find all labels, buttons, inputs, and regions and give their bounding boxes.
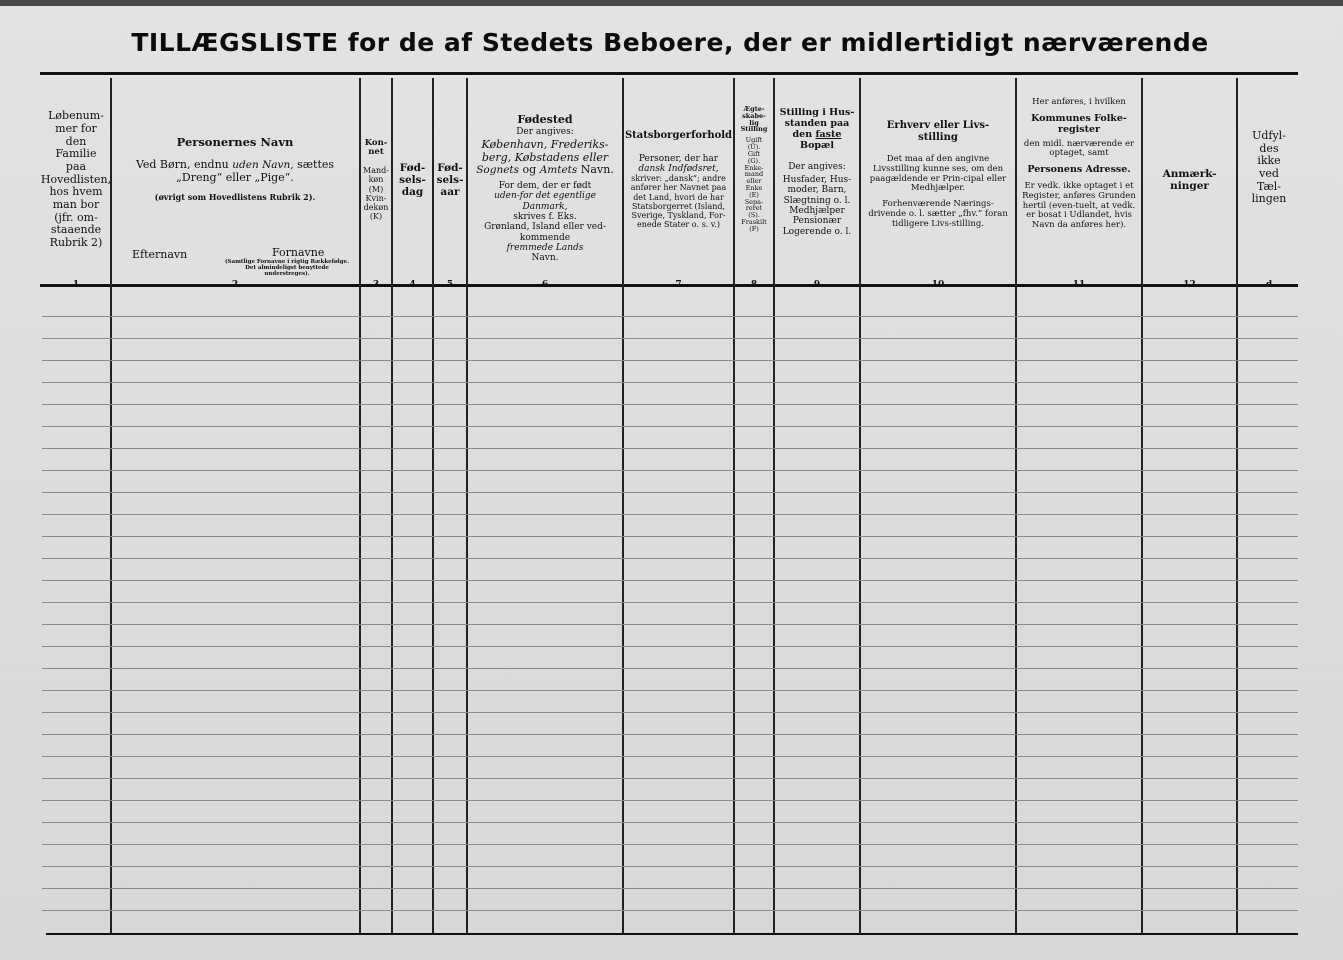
header-line: Ægte- (743, 105, 765, 113)
header-line: (F) (749, 224, 759, 233)
header-line: Tæl- (1256, 179, 1282, 193)
row-rule (42, 866, 1298, 867)
column-heading: Anmærk-ninger (1162, 167, 1217, 192)
surname-label: Efternavn (132, 248, 188, 261)
row-rule (42, 382, 1298, 383)
column-5-header (434, 86, 466, 274)
column-8-header (735, 86, 773, 274)
header-text: skriver: „dansk“; andre anfører her Navnet paa det Land, hvori de har Statsborgerret (Island, Sverige, Tyskland, For-enede Stater o. s. v.) (630, 174, 727, 230)
column-3-header (361, 86, 391, 274)
header-line: Rubrik 2) (49, 235, 103, 249)
row-rule (42, 910, 1298, 911)
header-line: Fød- (437, 161, 463, 174)
header-line: net (368, 147, 384, 158)
column-7-header (624, 86, 733, 274)
column-heading: Personernes Navn (176, 135, 294, 149)
header-line: man bor (52, 197, 100, 211)
row-rule (42, 470, 1298, 471)
header-text: Der angives: (788, 161, 846, 172)
header-line: (U). (747, 143, 761, 152)
column-heading: Fødested (517, 113, 573, 126)
header-line: (S). (748, 211, 760, 220)
header-line: aar (440, 186, 460, 199)
row-rule (42, 624, 1298, 625)
row-rule (42, 536, 1298, 537)
row-rule (42, 844, 1298, 845)
header-line: staaende (50, 223, 102, 237)
header-text: „Dreng“ eller „Pige“. (176, 170, 294, 184)
column-heading: Kommunes Folke-register (1031, 112, 1127, 135)
column-d-header (1238, 86, 1300, 274)
header-text: skrives f. Eks. (513, 211, 577, 222)
header-line: Enke (745, 183, 763, 192)
header-text-italic: Sognets (476, 164, 520, 177)
row-rule (42, 448, 1298, 449)
column-number: d (1265, 280, 1273, 290)
header-line: hos hvem (49, 185, 103, 199)
form-title: TILLÆGSLISTE for de af Stedets Beboere, der er midlertidigt nærværende (131, 28, 1209, 57)
header-text: og (522, 163, 537, 177)
column-number: 2 (231, 280, 239, 290)
header-line: skabe- (742, 111, 766, 120)
column-number: 12 (1183, 280, 1196, 290)
header-line: (jfr. om- (54, 210, 98, 224)
header-line: sels- (436, 173, 464, 186)
row-rule (42, 734, 1298, 735)
header-line: des (1259, 141, 1279, 155)
header-line: Mand- (363, 166, 389, 176)
header-line: Familie paa (55, 147, 97, 174)
first-names-label: Fornavne (272, 246, 325, 259)
header-line: dekøn (363, 202, 389, 212)
top-rule (40, 72, 1298, 75)
column-number: 1 (72, 280, 80, 290)
column-1-header (42, 86, 110, 274)
header-text-italic: uden-for det egentlige Danmark, (494, 191, 596, 212)
column-number: 4 (409, 280, 416, 290)
column-10-header (861, 86, 1015, 274)
header-text: Der angives: (516, 126, 574, 137)
column-number: 7 (675, 280, 682, 290)
header-line: sels- (399, 173, 426, 186)
header-text-italic: uden Navn, (232, 159, 294, 172)
header-line: Enke- (744, 163, 764, 172)
header-line-underlined: faste (815, 128, 842, 140)
header-text: Forhenværende Nærings-drivende o. l. sætter „fhv.“ foran tidligere Livs-stilling. (868, 199, 1008, 229)
header-line: Fød- (399, 161, 426, 174)
header-line: Gift (747, 149, 761, 158)
row-rule (42, 602, 1298, 603)
header-text: Grønland, Island eller ved-kommende (484, 222, 606, 243)
header-line: lingen (1251, 192, 1287, 206)
row-rule (42, 580, 1298, 581)
header-line: den (792, 128, 813, 140)
header-text: Husfader, Hus-moder, Barn, Slægtning o. l. Medhjælper Pensionær Logerende o. l. (782, 175, 852, 237)
header-line: Ugift (745, 136, 763, 145)
row-rule (42, 822, 1298, 823)
row-rule (42, 888, 1298, 889)
row-rule (42, 404, 1298, 405)
header-line: ved (1259, 166, 1279, 180)
column-4-header (393, 86, 432, 274)
header-line: mer for den (55, 122, 97, 148)
header-line: ikke (1257, 154, 1281, 168)
column-number: 9 (813, 280, 821, 290)
header-line: køn (368, 175, 384, 185)
header-line: (M) (368, 184, 384, 194)
header-line: (K) (369, 212, 383, 222)
header-line: Stilling i Hus- (779, 107, 855, 118)
row-rule (42, 360, 1298, 361)
header-text: Her anføres, i hvilken (1032, 97, 1126, 107)
row-rule (42, 668, 1298, 669)
column-number: 5 (446, 280, 454, 290)
header-line: Sepa- (744, 197, 764, 206)
row-rule (42, 646, 1298, 647)
column-heading: Statsborgerforhold (624, 130, 733, 141)
header-text: Det maa af den angivne Livsstilling kunne ses, om den paagældende er Prin-cipal eller Medhjælper. (869, 154, 1007, 194)
row-rule (42, 558, 1298, 559)
header-line: (G). (747, 156, 761, 165)
header-text: Er vedk. ikke optaget i et Register, anføres Grunden hertil (even-tuelt, at vedk. er bosat i Udlandet, hvis Navn da anføres her). (1022, 181, 1136, 231)
header-line: lig (749, 118, 759, 127)
header-text: Personer, der har (638, 153, 719, 164)
header-text: sættes (297, 158, 335, 172)
header-line: reret (745, 204, 763, 213)
header-line: Løbenum- (48, 109, 104, 123)
header-text: For dem, der er født (498, 180, 592, 191)
header-line: Kvin- (365, 193, 387, 203)
header-text: Navn. (531, 253, 559, 264)
row-rule (42, 778, 1298, 779)
column-number: 10 (931, 280, 945, 290)
row-rule (42, 338, 1298, 339)
row-rule (42, 756, 1298, 757)
header-line: (E) (749, 190, 759, 199)
row-rule (42, 690, 1298, 691)
header-line: mand (744, 170, 764, 179)
column-9-header (775, 86, 859, 274)
header-line: Kon- (364, 137, 388, 148)
column-6-header (468, 86, 622, 274)
header-line: standen paa (784, 117, 850, 129)
bottom-rule (46, 933, 1298, 935)
column-heading: Personens Adresse. (1027, 164, 1131, 176)
row-rule (42, 492, 1298, 493)
row-rule (42, 426, 1298, 427)
header-line: Udfyl- (1252, 129, 1286, 142)
column-number: 3 (372, 280, 380, 290)
column-number: 11 (1072, 280, 1086, 290)
header-note: (øvrigt som Hovedlistens Rubrik 2). (154, 191, 316, 202)
header-line: dag (401, 186, 424, 199)
column-12-header (1143, 86, 1236, 274)
header-line: Stilling (740, 125, 768, 134)
first-names-note: (Samtlige Fornavne i rigtig Rækkefølge. Det almindeligst benyttede understreges). (224, 259, 350, 278)
census-form-sheet (0, 6, 1343, 960)
header-text: Navn. (580, 163, 614, 177)
column-number: 8 (750, 280, 758, 290)
header-line: Bopæl (800, 139, 834, 151)
header-text-italic: fremmede Lands (506, 242, 584, 253)
row-rule (42, 712, 1298, 713)
header-text: Ved Børn, endnu (135, 158, 229, 172)
header-text-italic: Amtets (539, 164, 578, 177)
header-text: den midl. nærværende er optaget, samt (1023, 138, 1135, 159)
header-line: Hovedlisten, (40, 172, 112, 186)
column-number: 6 (541, 280, 549, 290)
row-rule (42, 316, 1298, 317)
row-rule (42, 514, 1298, 515)
header-text-italic: København, Frederiks-berg, Købstadens eller (481, 137, 609, 164)
header-line: eller (746, 177, 762, 186)
row-rule (42, 800, 1298, 801)
column-11-header (1017, 86, 1141, 274)
column-heading: Erhverv eller Livs-stilling (886, 120, 990, 143)
header-text-italic: dansk Indfødsret, (638, 163, 719, 174)
header-line: Fraskilt (741, 218, 767, 226)
